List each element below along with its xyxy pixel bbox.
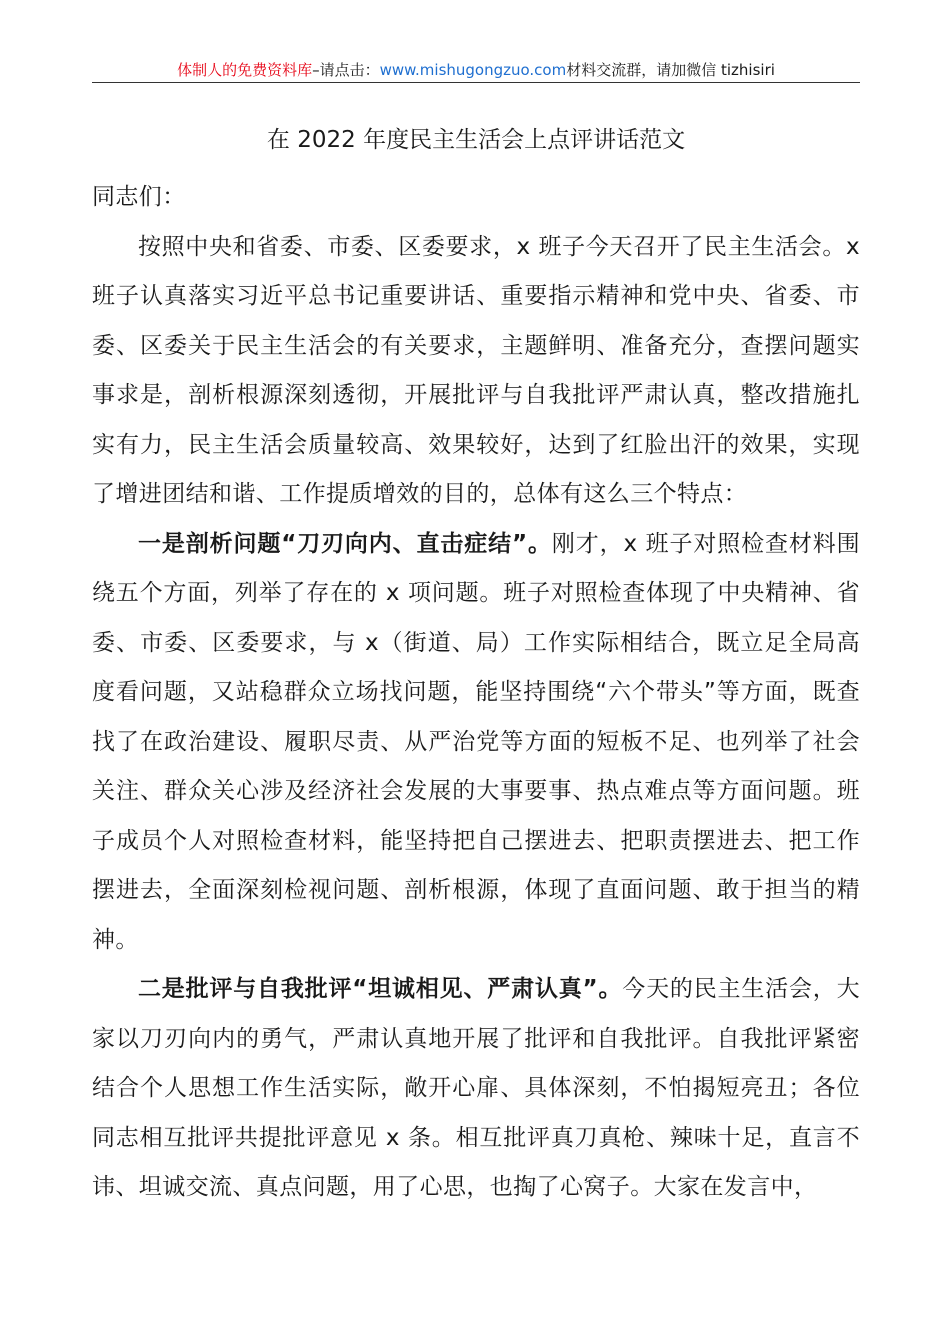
- salutation: 同志们：: [92, 184, 186, 210]
- paragraph-2-lead: 一是剖析问题“刀刃向内、直击症结”。: [138, 530, 552, 557]
- header-divider: [92, 82, 860, 83]
- paragraph-3-body: 今天的民主生活会，大家以刀刃向内的勇气，严肃认真地开展了批评和自我批评。自我批评紧密结合个人思想工作生活实际，敞开心扉、具体深刻，不怕揭短亮丑；各位同志相互批评共提批评意见 x 条。相互批评真刀真枪、辣味十足，直言不讳、坦诚交流、真点问题，用了心思，也掏了心窝子。大家在发言中，: [92, 976, 861, 1200]
- paragraph-2: [92, 520, 860, 966]
- header-note: 材料交流群，请加微信 tizhisiri: [566, 61, 775, 79]
- document-body: [92, 173, 860, 1213]
- document-title: 在 2022 年度民主生活会上点评讲话范文: [266, 127, 686, 153]
- header-link[interactable]: www.mishugongzuo.com: [379, 61, 567, 79]
- header-prompt: –请点击：: [312, 61, 380, 79]
- paragraph-3: [92, 965, 860, 1213]
- page-header: [92, 58, 860, 82]
- paragraph-2-body: 刚才，x 班子对照检查材料围绕五个方面，列举了存在的 x 项问题。班子对照检查体现了中央精神、省委、市委、区委要求，与 x（街道、局）工作实际相结合，既立足全局高度看问题，又站稳群众立场找问题，能坚持围绕“六个带头”等方面，既查找了在政治建设、履职尽责、从严治党等方面的短板不足、也列举了社会关注、群众关心涉及经济社会发展的大事要事、热点难点等方面问题。班子成员个人对照检查材料，能坚持把自己摆进去、把职责摆进去、把工作摆进去，全面深刻检视问题、剖析根源，体现了直面问题、敢于担当的精神。: [92, 530, 860, 953]
- paragraph-1: 按照中央和省委、市委、区委要求，x 班子今天召开了民主生活会。x 班子认真落实习近平总书记重要讲话、重要指示精神和党中央、省委、市委、区委关于民主生活会的有关要求，主题鲜明、准备充分，查摆问题实事求是，剖析根源深刻透彻，开展批评与自我批评严肃认真，整改措施扎实有力，民主生活会质量较高、效果较好，达到了红脸出汗的效果，实现了增进团结和谐、工作提质增效的目的，总体有这么三个特点：: [92, 233, 860, 507]
- header-brand: 体制人的免费资料库: [177, 61, 313, 79]
- paragraph-3-lead: 二是批评与自我批评“坦诚相见、严肃认真”。: [138, 976, 623, 1002]
